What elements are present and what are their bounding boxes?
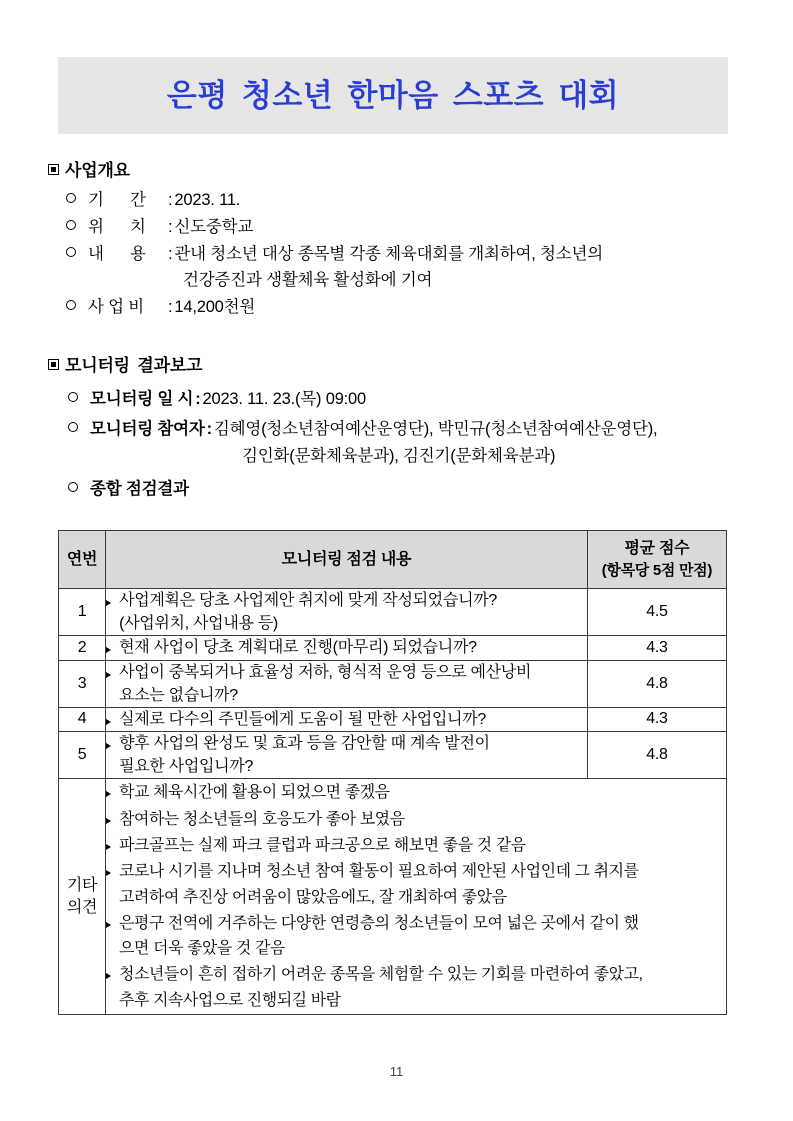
row-content-3 (106, 660, 588, 707)
row-content-2 (106, 636, 588, 660)
table-header-row (59, 531, 727, 589)
table-row (59, 707, 727, 731)
list-item (66, 476, 748, 503)
opinion-4-line1: 코로나 시기를 지나며 청소년 참여 활동이 필요하여 제안된 사업인데 그 취지를 (119, 863, 639, 881)
triangle-bullet-icon (106, 808, 119, 825)
triangle-bullet-icon (106, 662, 119, 679)
row-content-3-line2: 요소는 없습니까? (119, 686, 238, 704)
table-row (59, 636, 727, 660)
overview-label-period: 기 간 (88, 191, 146, 210)
monitoring-results-table-wrap (58, 530, 727, 1015)
overview-label-location: 위 치 (88, 217, 146, 236)
overview-value-content-line2: 건강증진과 생활체육 활성화에 기여 (183, 271, 433, 290)
monitoring-result-heading: 종합 점검결과 (90, 480, 189, 499)
circle-bullet-icon (64, 241, 88, 262)
opinion-3-line1: 파크골프는 실제 파크 클럽과 파크공으로 해보면 좋을 것 같음 (119, 836, 526, 854)
row-content-5-line1: 향후 사업의 완성도 및 효과 등을 감안할 때 계속 발전이 (119, 735, 490, 753)
overview-sep-period: : (168, 191, 173, 210)
opinion-4-line2: 고려하여 추진상 어려움이 많았음에도, 잘 개최하여 좋았음 (119, 888, 507, 906)
row-content-5-line2: 필요한 사업입니까? (119, 758, 254, 776)
section-overview-title: 사업개요 (65, 161, 130, 180)
table-row-other-opinions (59, 779, 727, 1014)
circle-bullet-icon (66, 386, 90, 407)
overview-label-content: 내 용 (88, 244, 146, 263)
row-score-1: 4.5 (587, 588, 726, 635)
triangle-bullet-icon (106, 860, 119, 877)
filled-square-bullet-icon (48, 163, 65, 177)
section-monitoring-heading (48, 355, 748, 376)
section-overview-heading (48, 160, 748, 181)
column-header-score-sub: (항목당 5점 만점) (601, 562, 713, 580)
table-row (59, 732, 727, 779)
triangle-bullet-icon (106, 912, 119, 929)
overview-value-period: 2023. 11. (174, 191, 241, 210)
column-header-no: 연번 (59, 531, 106, 589)
row-score-3: 4.8 (587, 660, 726, 707)
list-item (64, 241, 748, 294)
opinion-item (106, 911, 726, 962)
page-number: 11 (389, 1064, 404, 1079)
monitoring-value-participants-line2: 김인화(문화체육분과), 김진기(문화체육분과) (242, 446, 556, 465)
section-overview (48, 160, 748, 321)
monitoring-value-participants: 김혜영(청소년참여예산운영단), 박민규(청소년참여예산운영단), (213, 419, 658, 438)
column-header-score-main: 평균 점수 (624, 540, 690, 557)
opinion-2-line1: 참여하는 청소년들의 호응도가 좋아 보였음 (119, 810, 405, 828)
triangle-bullet-icon (106, 590, 119, 607)
column-header-score (587, 531, 726, 589)
column-header-content: 모니터링 점검 내용 (106, 531, 588, 589)
row-score-5: 4.8 (587, 732, 726, 779)
list-item (66, 386, 748, 413)
etc-opinions-label-line2: 의견 (66, 898, 98, 916)
triangle-bullet-icon (106, 637, 119, 654)
circle-bullet-icon (64, 187, 88, 208)
opinion-1-line1: 학교 체육시간에 활용이 되었으면 좋겠음 (119, 784, 390, 802)
row-no-4: 4 (59, 707, 106, 731)
triangle-bullet-icon (106, 781, 119, 798)
row-score-4: 4.3 (587, 707, 726, 731)
page-title: 은평 청소년 한마음 스포츠 대회 (166, 78, 620, 113)
opinion-item (106, 807, 726, 832)
etc-opinions-label-line1: 기타 (66, 877, 98, 895)
opinion-item (106, 833, 726, 858)
circle-bullet-icon (66, 416, 90, 437)
table-row (59, 588, 727, 635)
row-content-1-line2: (사업위치, 사업내용 등) (119, 615, 278, 633)
triangle-bullet-icon (106, 963, 119, 980)
opinion-5-line2: 으면 더욱 좋았을 것 같음 (119, 940, 286, 958)
list-item (66, 416, 748, 469)
row-content-1-line1: 사업계획은 당초 사업제안 취지에 맞게 작성되었습니까? (119, 591, 497, 609)
section-monitoring-title: 모니터링 결과보고 (65, 356, 203, 375)
monitoring-results-table (58, 530, 727, 1015)
circle-bullet-icon (64, 214, 88, 235)
overview-sep-location: : (168, 217, 173, 236)
monitoring-sep-datetime: : (195, 390, 201, 409)
filled-square-bullet-icon (48, 358, 65, 372)
overview-sep-content: : (168, 244, 173, 263)
row-content-4 (106, 707, 588, 731)
section-monitoring (48, 355, 748, 503)
overview-sep-budget: : (168, 298, 173, 317)
opinion-6-line1: 청소년들이 흔히 접하기 어려운 종목을 체험할 수 있는 기회를 마련하여 좋았고, (119, 966, 643, 984)
row-no-3: 3 (59, 660, 106, 707)
row-content-3-line1: 사업이 중복되거나 효율성 저하, 형식적 운영 등으로 예산낭비 (119, 663, 532, 681)
overview-label-budget: 사 업 비 (88, 298, 144, 317)
opinion-6-line2: 추후 지속사업으로 진행되길 바람 (119, 991, 341, 1009)
opinion-item (106, 780, 726, 805)
overview-value-content: 관내 청소년 대상 종목별 각종 체육대회를 개최하여, 청소년의 (174, 244, 603, 263)
monitoring-label-datetime: 모니터링 일 시 (90, 390, 194, 409)
triangle-bullet-icon (106, 733, 119, 750)
row-score-2: 4.3 (587, 636, 726, 660)
list-item (64, 214, 748, 241)
list-item (64, 294, 748, 321)
monitoring-value-datetime: 2023. 11. 23.(목) 09:00 (202, 390, 367, 409)
monitoring-label-participants: 모니터링 참여자 (90, 419, 205, 438)
row-content-5 (106, 732, 588, 779)
etc-opinions-label (59, 779, 106, 1014)
table-row (59, 660, 727, 707)
row-content-4-line1: 실제로 다수의 주민들에게 도움이 될 만한 사업입니까? (119, 710, 486, 728)
circle-bullet-icon (64, 294, 88, 315)
triangle-bullet-icon (106, 709, 119, 726)
row-no-2: 2 (59, 636, 106, 660)
row-no-1: 1 (59, 588, 106, 635)
etc-opinions-body (106, 779, 727, 1014)
triangle-bullet-icon (106, 834, 119, 851)
overview-value-budget: 14,200천원 (174, 298, 256, 317)
list-item (64, 187, 748, 214)
row-content-1 (106, 588, 588, 635)
opinion-5-line1: 은평구 전역에 거주하는 다양한 연령층의 청소년들이 모여 넓은 곳에서 같이 했 (119, 914, 639, 932)
circle-bullet-icon (66, 476, 90, 497)
opinion-item (106, 859, 726, 910)
title-band (58, 57, 728, 134)
opinion-item (106, 962, 726, 1013)
row-content-2-line1: 현재 사업이 당초 계획대로 진행(마무리) 되었습니까? (119, 639, 477, 657)
row-no-5: 5 (59, 732, 106, 779)
monitoring-sep-participants: : (206, 419, 212, 438)
overview-value-location: 신도중학교 (174, 217, 254, 236)
